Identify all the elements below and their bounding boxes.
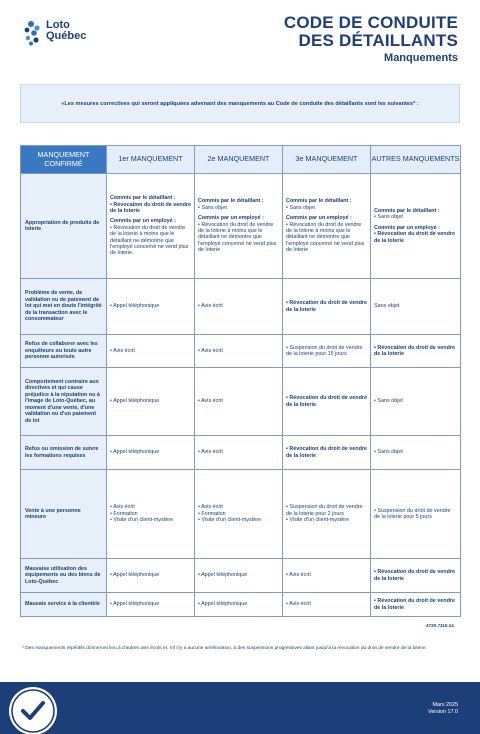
cell-value: • Formation [198,510,226,517]
intro-box [20,84,460,123]
detaillant-label: Commis par le détaillant : [286,198,352,205]
table-cell: • Avis écrit [195,279,283,335]
table-row [21,279,461,335]
brand-line-1: Loto [46,19,70,31]
table-cell [195,470,283,559]
row-label: Comportement contraire aux directives et qui cause préjudice à la réputation ou à l'image de Loto-Québec, au moment d'une vente, d'une validation ou d'un paiement de lot [21,368,107,436]
employe-label: Commis par un employé : [374,224,440,231]
table-row [21,436,461,470]
table-cell: Sans objet [371,279,461,335]
row-label: Appropriation de produits de loterie [21,174,107,279]
table-row [21,593,461,617]
header-deuxieme-manquement: 2e MANQUEMENT [195,146,283,174]
table-cell: • Sans objet [371,368,461,436]
table-cell [283,174,371,279]
table-cell [371,470,461,559]
table-cell: • Appel téléphonique [107,368,195,436]
table-cell: • Appel téléphonique [107,279,195,335]
table-cell [283,470,371,559]
table-cell: • Avis écrit [283,593,371,617]
row-label: Mauvaise utilisation des équipements ou des biens de Loto-Québec [21,559,107,593]
cell-value: • Sans objet [286,204,315,211]
cell-value: • Avis écrit [198,504,223,511]
footer-meta [428,702,458,716]
detaillant-label: Commis par le détaillant : [374,207,440,214]
table-cell: • Avis écrit [195,436,283,470]
cell-value: • Visite d'un client-mystère [110,517,174,524]
cell-value: • Suspension du droit de vendre de la loterie pour 2 jours [286,504,363,517]
table-cell [107,470,195,559]
table-row [21,174,461,279]
table-cell: • Révocation du droit de vendre de la loterie [283,279,371,335]
employe-label: Commis par un employé : [198,215,264,222]
loto-quebec-logo-icon [22,20,42,46]
employe-label: Commis par un employé : [110,218,176,225]
table-cell: • Révocation du droit de vendre de la loterie [371,335,461,368]
row-label: Vente à une personne mineure [21,470,107,559]
row-label: Refus ou omission de suivre les formations requises [21,436,107,470]
employe-label: Commis par un employé : [286,215,352,222]
title-line-1: CODE DE CONDUITE [283,13,458,32]
cell-value: • Avis écrit [110,504,135,511]
cell-value: • Suspension du droit de vendre de la loterie pour 5 jours [374,507,451,520]
table-cell: • Appel téléphonique [195,559,283,593]
table-cell [371,174,461,279]
table-row [21,470,461,559]
page-title [284,14,458,50]
brand-logo [22,20,86,46]
loto-responsable-badge-icon [6,684,60,734]
page-footer [0,682,480,734]
page-header [0,0,480,80]
cell-value: • Formation [110,510,138,517]
table-cell: • Appel téléphonique [107,559,195,593]
table-cell [195,174,283,279]
table-cell: • Révocation du droit de vendre de la loterie [283,436,371,470]
cell-value: • Révocation du droit de vendre de la loterie [110,201,191,214]
table-cell: • Avis écrit [195,335,283,368]
table-cell: • Avis écrit [195,368,283,436]
table-cell: • Appel téléphonique [195,593,283,617]
page-subtitle: Manquements [384,52,458,64]
brand-line-2: Québec [46,30,87,42]
cell-value: • Révocation du droit de vendre de la loterie à moins que le détaillant ne démontre que l'employé concerné ne vend plus de loterie [286,221,365,254]
cell-value: • Révocation du droit de vendre de la loterie [374,231,455,244]
intro-text: «Les mesures correctives qui seront appliquées advenant des manquements au Code de conduite des détaillants sont les suivantes* : [61,100,419,107]
header-premier-manquement: 1er MANQUEMENT [107,146,195,174]
header-autres-manquements: AUTRES MANQUEMENTS [371,146,461,174]
row-label: Problème de vente, de validation ou de paiement de lot qui met en doute l'intégrité de la transaction avec le consommateur [21,279,107,335]
row-label: Refus de collaborer avec les enquêteurs ou toute autre personne autorisée [21,335,107,368]
detaillant-label: Commis par le détaillant : [198,198,264,205]
cell-value: • Sans objet [198,204,227,211]
table-header-row [21,146,461,174]
header-troisieme-manquement: 3e MANQUEMENT [283,146,371,174]
table-row [21,559,461,593]
cell-value: • Visite d'un client-mystère [286,517,350,524]
table-cell: • Suspension du droit de vendre de la loterie pour 15 jours [283,335,371,368]
header-manquement-confirme: MANQUEMENT CONFIRMÉ [21,146,107,174]
table-row [21,335,461,368]
cell-value: • Visite d'un client-mystère [198,517,262,524]
cell-value: • Révocation du droit de vendre de la loterie à moins que le détaillant ne démontre que l'employé concerné ne vend plus de loterie. [110,224,189,257]
table-cell: • Appel téléphonique [107,436,195,470]
footer-date: Mars 2025 [432,702,458,708]
title-line-2: DES DÉTAILLANTS [298,31,458,50]
table-cell: • Avis écrit [283,559,371,593]
table-cell: • Sans objet [371,436,461,470]
cell-value: • Révocation du droit de vendre de la loterie à moins que le détaillant ne démontre que l'employé concerné ne vend plus de loterie [198,221,277,254]
table-cell: • Avis écrit [107,335,195,368]
table-cell: • Révocation du droit de vendre de la loterie [371,559,461,593]
table-row [21,368,461,436]
table-cell: • Révocation du droit de vendre de la loterie [283,368,371,436]
cell-value: • Sans objet [374,214,403,221]
table-cell [107,174,195,279]
footnote: * Des manquements répétitifs donneront lieu à d'autres avis écrits et, s'il n'y a aucune amélioration, à des suspensions progressives allant jusqu'à la révocation du droit de vendre de la loterie. [22,646,427,651]
detaillant-label: Commis par le détaillant : [110,195,176,202]
document-code: 4720.7110.14 [426,623,454,628]
footer-version: Version 17.0 [428,709,458,715]
infractions-table [20,145,461,617]
row-label: Mauvais service à la clientèle [21,593,107,617]
table-cell: • Révocation du droit de vendre de la loterie [371,593,461,617]
table-cell: • Appel téléphonique [107,593,195,617]
